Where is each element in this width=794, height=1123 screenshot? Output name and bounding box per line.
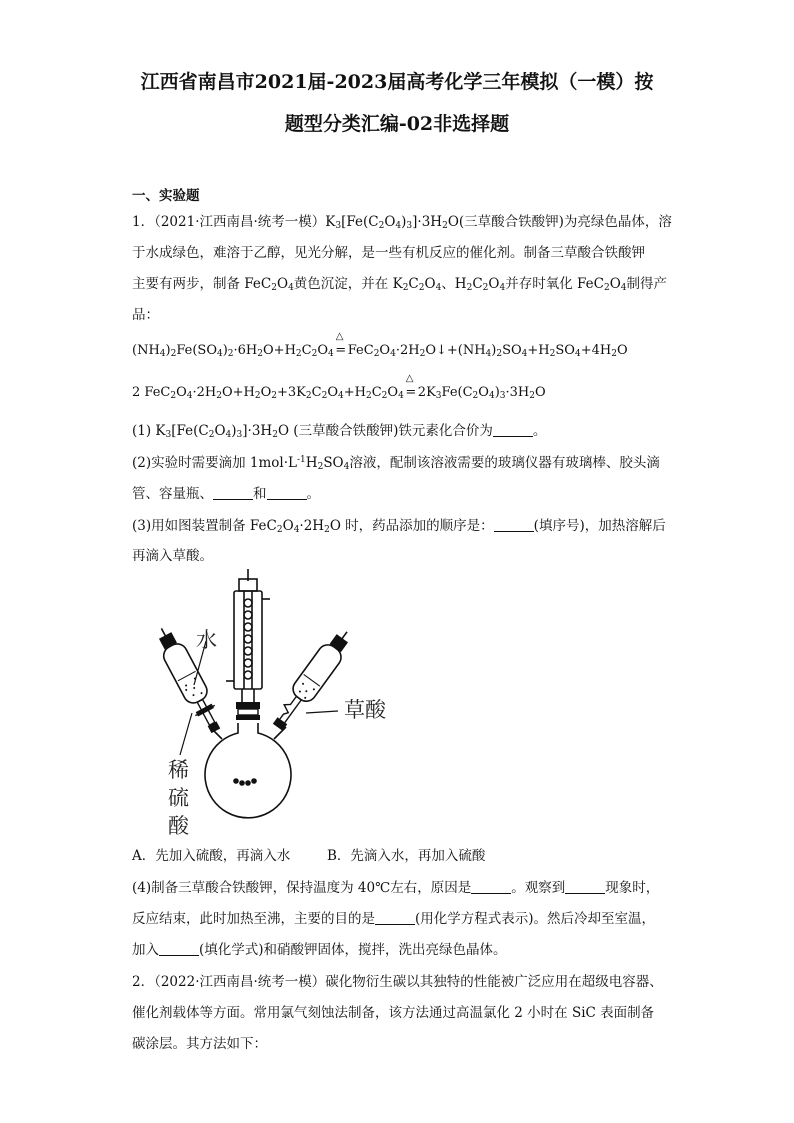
answer-blank[interactable] xyxy=(267,485,307,500)
q2-line2: 催化剂载体等方面。常用氯气刻蚀法制备，该方法通过高温氯化 2 小时在 SiC 表面制备 xyxy=(132,1005,655,1021)
apparatus-diagram xyxy=(128,565,418,840)
q1-intro-line3: 主要有两步，制备 $FeC_2O_4$黄色沉淀，并在 $K_2C_2O_4$、$H_2C_2O_4$并存时氧化 $FeC_2O_4$制得产 xyxy=(132,276,668,293)
document-title-line1: 江西省南昌市2021届-2023届高考化学三年模拟（一模）按 xyxy=(140,71,654,93)
q1-part4-line2: 反应结束，此时加热至沸，主要的目的是 (用化学方程式表示)。然后冷却至室温， xyxy=(132,911,656,927)
q1-part4-line3: 加入 (填化学式)和硝酸钾固体，搅拌，洗出亮绿色晶体。 xyxy=(132,942,507,958)
answer-blank[interactable] xyxy=(213,485,253,500)
q1-intro-line2: 于水成绿色，难溶于乙醇，见光分解，是一些有机反应的催化剂。制备三草酸合铁酸钾 xyxy=(132,245,645,261)
label-oxalic-acid: 草酸 xyxy=(344,698,386,722)
q2-line1: 2．（2022·江西南昌·统考一模）碳化物衍生碳以其独特的性能被广泛应用在超级电容器、 xyxy=(132,974,663,990)
three-neck-flask xyxy=(205,723,291,818)
heat-arrow: △ = xyxy=(335,331,347,358)
q1-part2-line2: 管、容量瓶、 和 。 xyxy=(132,486,320,502)
answer-blank[interactable] xyxy=(565,879,605,894)
q1-intro-line4: 品： xyxy=(132,307,159,323)
q1-part4-line1: (4)制备三草酸合铁酸钾，保持温度为 40℃左右，原因是 。观察到 现象时， xyxy=(132,880,660,896)
q1-part3-line2: 再滴入草酸。 xyxy=(132,548,213,564)
answer-blank[interactable] xyxy=(159,941,199,956)
stopper xyxy=(236,702,260,720)
q1-intro-line1: 1．（2021·江西南昌·统考一模）$K_3[Fe(C_2O_4)_3]\cdot 3H_2O$(三草酸合铁酸钾)为亮绿色晶体，溶 xyxy=(132,214,672,231)
answer-blank[interactable] xyxy=(494,517,534,532)
section-heading: 一、实验题 xyxy=(132,188,200,204)
reflux-condenser xyxy=(226,569,270,705)
q1-part1: (1) $K_3[Fe(C_2O_4)_3]\cdot 3H_2O$ (三草酸合铁酸钾)铁元素化合价为 。 xyxy=(132,423,547,440)
answer-blank[interactable] xyxy=(375,910,415,925)
answer-blank[interactable] xyxy=(493,422,533,437)
answer-blank[interactable] xyxy=(471,879,511,894)
q2-line3: 碳涂层。其方法如下： xyxy=(132,1036,267,1052)
q1-part2-line1: (2)实验时需要滴加 $1mol\cdot L^{-1}H_2SO_4$溶液，配制该溶液需要的玻璃仪器有玻璃棒、胶头滴 xyxy=(132,455,660,472)
option-b: B．先滴入水，再加入硫酸 xyxy=(327,848,486,864)
label-dilute-acid-2: 硫 xyxy=(168,786,189,810)
equation-1: $(NH_4)_2Fe(SO_4)_2\cdot 6H_2O+H_2C_2O_4$ △ = $FeC_2O_4\cdot 2H_2O↓+(NH_4)_2SO_4+H_2SO_4+4H_2O$ xyxy=(132,331,628,359)
document-title-line2: 题型分类汇编-02非选择题 xyxy=(284,113,510,135)
label-dilute-acid-1: 稀 xyxy=(168,758,189,782)
label-water: 水 xyxy=(196,628,217,652)
heat-arrow: △ = xyxy=(405,373,417,400)
option-a: A．先加入硫酸，再滴入水 xyxy=(132,848,291,864)
label-dilute-acid-3: 酸 xyxy=(168,814,189,838)
equation-2: 2 $FeC_2O_4\cdot 2H_2O+H_2O_2+3K_2C_2O_4+H_2C_2O_4$ △ = $2K_3Fe(C_2O_4)_3\cdot 3H_2O$ xyxy=(132,373,546,401)
q1-part3-line1: (3)用如图装置制备 $FeC_2O_4\cdot 2H_2O$ 时，药品添加的顺序是： (填序号)，加热溶解后 xyxy=(132,518,666,535)
boiling-chips xyxy=(233,778,257,786)
